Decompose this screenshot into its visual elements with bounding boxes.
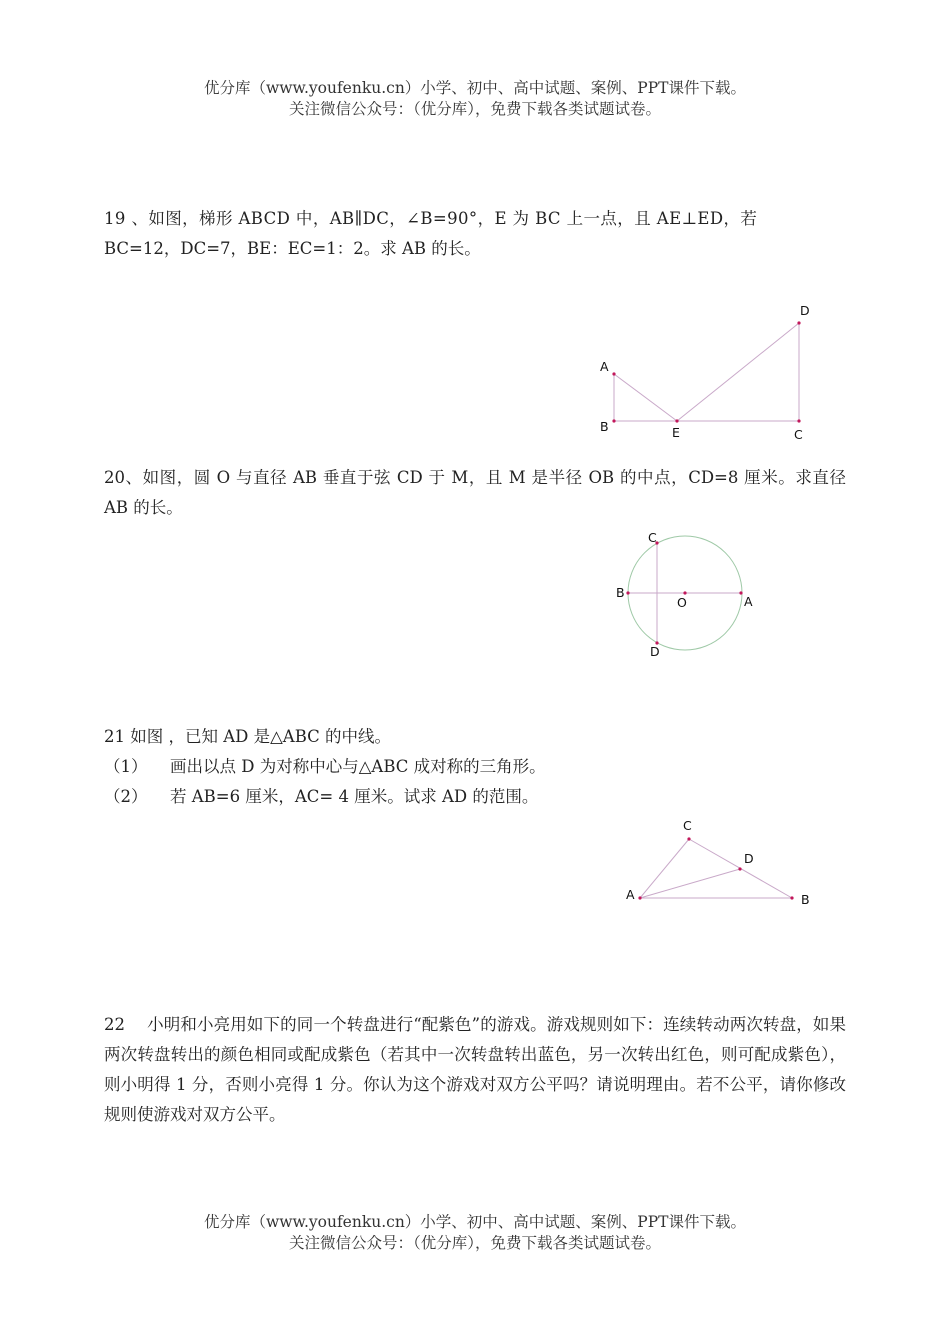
figure-21-triangle [620,815,820,915]
header-line-2: 关注微信公众号：（优分库），免费下载各类试题试卷。 [288,100,661,118]
question-22-text: 22 小明和小亮用如下的同一个转盘进行“配紫色”的游戏。游戏规则如下：连续转动两次转盘，如果两次转盘转出的颜色相同或配成紫色（若其中一次转盘转出蓝色，另一次转出红色，则可配成紫色），则小明得 1 分，否则小亮得 1 分。你认为这个游戏对双方公平吗？请说明理由。若不公平，请你修改规则使游戏对双方公平。 [104,1015,846,1124]
point-b [626,591,629,594]
point-a [739,591,742,594]
page-footer [0,1212,950,1254]
label-a: A [600,359,609,374]
label-d: D [650,644,660,659]
segment-ed [677,323,799,421]
question-20-text: 20、如图，圆 O 与直径 AB 垂直于弦 CD 于 M，且 M 是半径 OB 的中点，CD=8 厘米。求直径 AB 的长。 [104,468,846,517]
label-b: B [600,419,609,434]
segment-ac [640,839,689,898]
point-a [638,896,641,899]
point-d [797,321,800,324]
question-21-intro: 21 如图 ，已知 AD 是△ABC 的中线。 [104,727,392,746]
question-22 [104,1010,846,1130]
question-21-part-1 [104,752,846,782]
question-21-part-2 [104,782,846,812]
label-c: C [794,427,803,442]
part-2-number: （2） [104,787,148,806]
label-b: B [616,585,625,600]
part-2-text: 若 AB=6 厘米，AC= 4 厘米。试求 AD 的范围。 [170,787,539,806]
point-b [790,896,793,899]
figure-20-circle [610,530,770,660]
label-e: E [672,425,680,440]
footer-line-1: 优分库（www.youfenku.cn）小学、初中、高中试题、案例、PPT课件下载。 [203,1213,747,1231]
label-a: A [626,887,635,902]
point-b [612,419,615,422]
point-c [797,419,800,422]
part-1-text: 画出以点 D 为对称中心与△ABC 成对称的三角形。 [170,757,546,776]
page-header [0,78,950,120]
label-c: C [648,530,657,545]
figure-19-trapezoid [590,300,820,445]
label-d: D [744,851,754,866]
point-d [738,867,741,870]
question-19 [104,204,846,264]
point-e [675,419,678,422]
question-19-line-2: BC=12，DC=7，BE：EC=1：2。求 AB 的长。 [104,239,481,258]
label-d: D [800,303,810,318]
question-19-line-1: 19 、如图，梯形 ABCD 中，AB∥DC，∠B=90°，E 为 BC 上一点，且 AE⊥ED，若 [104,209,758,228]
median-ad [640,869,740,898]
point-c [687,837,690,840]
label-b: B [801,892,810,907]
question-21 [104,722,846,812]
question-20 [104,463,846,523]
segment-ae [614,374,677,421]
header-line-1: 优分库（www.youfenku.cn）小学、初中、高中试题、案例、PPT课件下载。 [203,79,747,97]
point-a [612,372,615,375]
part-1-number: （1） [104,757,148,776]
label-c: C [683,818,692,833]
label-a: A [744,594,753,609]
footer-line-2: 关注微信公众号：（优分库），免费下载各类试题试卷。 [288,1234,661,1252]
label-o: O [677,595,687,610]
